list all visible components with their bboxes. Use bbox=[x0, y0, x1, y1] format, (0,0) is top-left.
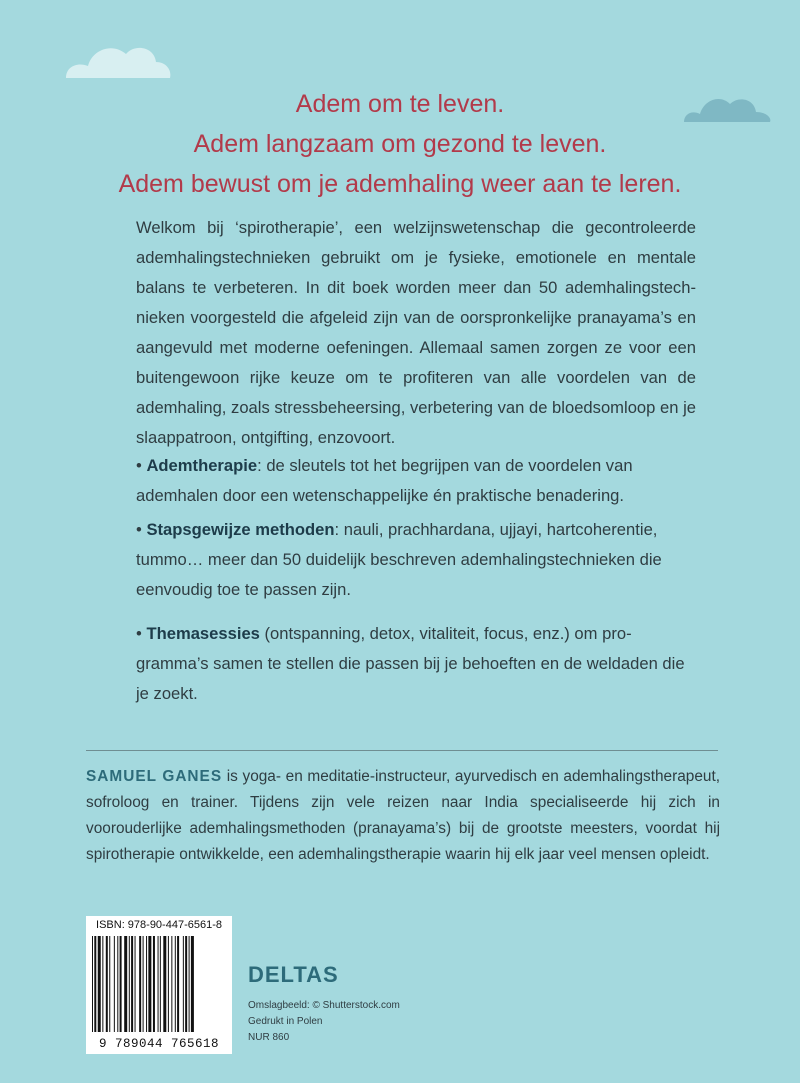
barcode-bar bbox=[191, 936, 194, 1032]
barcode-bar bbox=[148, 936, 151, 1032]
barcode-bar bbox=[94, 936, 96, 1032]
barcode-bar bbox=[143, 936, 144, 1032]
barcode-bar bbox=[171, 936, 172, 1032]
author-name: SAMUEL GANES bbox=[86, 768, 223, 785]
barcode-bar bbox=[109, 936, 110, 1032]
barcode-bar bbox=[139, 936, 141, 1032]
barcode-bar bbox=[92, 936, 93, 1032]
headline-line-2: Adem langzaam om gezond te leven. bbox=[193, 130, 607, 158]
bullet-term: Stapsgewijze methoden bbox=[146, 520, 335, 539]
barcode-bar bbox=[175, 936, 176, 1032]
barcode-bar bbox=[114, 936, 115, 1032]
barcode-bar bbox=[189, 936, 190, 1032]
cover-credit: Omslagbeeld: © Shutterstock.com bbox=[248, 1000, 400, 1011]
barcode-bar bbox=[124, 936, 127, 1032]
barcode-bar bbox=[129, 936, 130, 1032]
isbn-label: ISBN: 978-90-447-6561-8 bbox=[96, 919, 222, 931]
author-bio-text: is yoga- en meditatie-instructeur, ayurvedisch en ademhalingstherapeut, sofroloog en trainer. Tijdens zijn vele reizen naar India specialiseerde hij zich in voorouderlijke ademhalingsmethoden (pranayama’s) bij de grootste meesters, voordat hij spirotherapie ontwikkelde, een ademhalingstherapie waarin hij elk jaar veel mensen opleidt. bbox=[86, 768, 721, 863]
barcode-bar bbox=[163, 936, 166, 1032]
barcode-bar bbox=[185, 936, 187, 1032]
bullet-ademtherapie bbox=[136, 451, 696, 511]
cloud-icon bbox=[62, 36, 172, 78]
barcode-bar bbox=[168, 936, 169, 1032]
credits bbox=[248, 998, 400, 1046]
bullet-marker: • bbox=[136, 456, 142, 475]
barcode-bar bbox=[120, 936, 122, 1032]
headline bbox=[0, 84, 800, 204]
bullet-stapsgewijze-methoden bbox=[136, 515, 696, 605]
bullet-marker: • bbox=[136, 520, 142, 539]
bullet-text: : de sleutels tot het begrijpen van de voordelen van ademhalen door een wetenschappelijke én praktische benadering. bbox=[136, 456, 633, 505]
barcode bbox=[86, 916, 232, 1054]
barcode-bar bbox=[102, 936, 103, 1032]
barcode-bar bbox=[106, 936, 108, 1032]
headline-line-1: Adem om te leven. bbox=[295, 90, 505, 118]
publisher-logo: DELTAS bbox=[248, 962, 339, 987]
bullet-text: (ontspanning, detox, vitaliteit, focus, enz.) om programma’s samen te stellen die passen bij je behoeften en de weldaden die je zoekt. bbox=[136, 624, 685, 703]
barcode-icon bbox=[92, 936, 226, 1032]
barcode-bar bbox=[98, 936, 101, 1032]
headline-line-3: Adem bewust om je ademhaling weer aan te leren. bbox=[118, 170, 682, 198]
bullet-text: : nauli, prachhardana, ujjayi, hartcoherentie, tummo… meer dan 50 duidelijk beschreven ademhalingstechnieken die eenvoudig toe te passen zijn. bbox=[136, 520, 662, 599]
barcode-bar bbox=[135, 936, 136, 1032]
barcode-bar bbox=[146, 936, 147, 1032]
printed-in: Gedrukt in Polen bbox=[248, 1016, 323, 1027]
bullet-marker: • bbox=[136, 624, 142, 643]
bullet-term: Ademtherapie bbox=[146, 456, 258, 475]
barcode-bar bbox=[158, 936, 159, 1032]
divider bbox=[86, 750, 718, 751]
barcode-bar bbox=[131, 936, 133, 1032]
nur-code: NUR 860 bbox=[248, 1032, 290, 1043]
barcode-digits: 9 789044 765618 bbox=[98, 1037, 220, 1051]
bullet-term: Themasessies bbox=[146, 624, 260, 643]
barcode-bar bbox=[153, 936, 155, 1032]
barcode-bar bbox=[177, 936, 179, 1032]
intro-paragraph: Welkom bij ‘spirotherapie’, een welzijnswetenschap die gecontroleerde ademhalingstechnieken gebruikt om je fysieke, emotionele en mentale balans te verbeteren. In dit boek worden meer dan 50 ademhalingstechnieken voorgesteld die afgeleid zijn van de oorspronkelijke pranayama’s en aangevuld met moderne oefeningen. Allemaal samen zorgen ze voor een buitengewoon rijke keuze om te profiteren van alle voordelen van de ademhaling, zoals stressbeheersing, verbetering van de bloedsomloop en je slaappatroon, ontgifting, enzovoort. bbox=[136, 218, 696, 447]
barcode-bar bbox=[160, 936, 161, 1032]
barcode-bar bbox=[117, 936, 118, 1032]
barcode-bar bbox=[183, 936, 184, 1032]
bullet-themasessies bbox=[136, 619, 696, 709]
author-bio bbox=[86, 764, 720, 868]
